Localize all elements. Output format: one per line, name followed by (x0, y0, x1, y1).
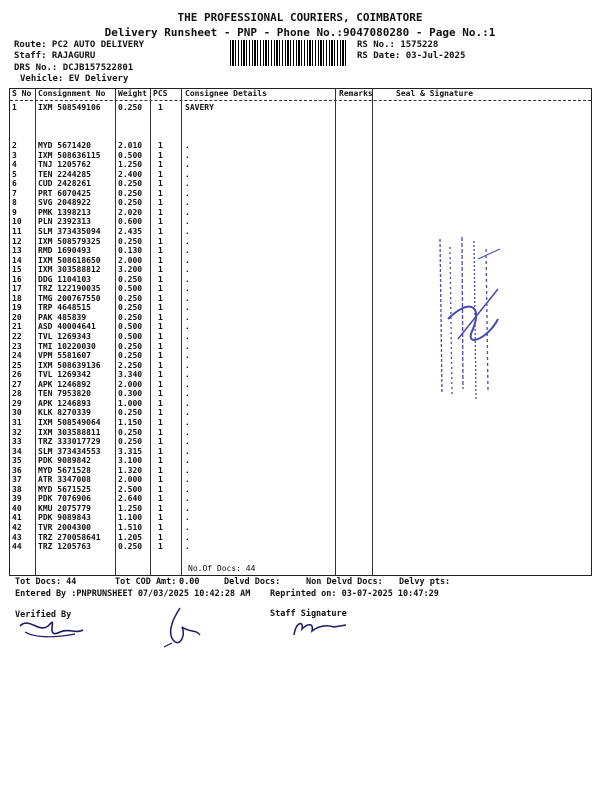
cell-consignee: . (185, 446, 190, 456)
cell-consignee: . (185, 284, 190, 294)
cell-weight: 0.300 (118, 389, 143, 399)
cell-sno: 6 (12, 179, 17, 189)
cell-consignee: . (185, 408, 190, 418)
runsheet-table (9, 88, 592, 576)
cell-consignment: PDK 9089842 (38, 456, 91, 466)
cell-weight: 0.500 (118, 322, 143, 332)
cell-consignee: . (185, 217, 190, 227)
col-header-remarks: Remarks (339, 89, 373, 98)
table-row (10, 533, 335, 543)
cell-pcs: 1 (158, 456, 163, 466)
cell-weight: 2.020 (118, 207, 143, 217)
cell-consignment: TRP 4648515 (38, 303, 91, 313)
cell-pcs: 1 (158, 332, 163, 341)
cell-weight: 0.250 (118, 542, 143, 552)
cell-consignee: . (185, 303, 190, 313)
cell-weight: 0.250 (118, 312, 143, 322)
cell-consignment: TMI 10220030 (38, 341, 96, 351)
cell-pcs: 1 (158, 103, 163, 112)
cell-weight: 0.250 (118, 198, 143, 208)
cell-consignee: . (185, 370, 190, 380)
cell-consignee: . (185, 360, 190, 370)
cell-consignment: CUD 2428261 (38, 179, 91, 189)
cell-consignment: RMD 1690493 (38, 246, 91, 256)
cell-consignee: . (185, 494, 190, 504)
cell-pcs: 1 (158, 169, 163, 179)
total-cod-value: 0.00 (179, 577, 200, 587)
cell-sno: 40 (12, 503, 22, 513)
cell-weight: 1.320 (118, 465, 143, 475)
cell-sno: 10 (12, 217, 22, 227)
cell-consignee: . (185, 351, 190, 361)
cell-sno: 19 (12, 303, 22, 313)
cell-consignment: IXM 508579325 (38, 236, 101, 246)
cell-consignee: . (185, 456, 190, 466)
cell-sno: 33 (12, 437, 22, 447)
cell-weight: 0.250 (118, 408, 143, 418)
company-title: THE PROFESSIONAL COURIERS, COIMBATORE (177, 11, 423, 24)
cell-weight: 0.600 (118, 217, 143, 227)
cell-consignee: . (185, 322, 190, 332)
staff-signature-label: Staff Signature (270, 609, 347, 619)
cell-pcs: 1 (158, 255, 163, 265)
cell-consignment: KMU 2075779 (38, 503, 91, 513)
cell-consignment: TEN 7953820 (38, 389, 91, 399)
vehicle-text: Vehicle: EV Delivery (20, 74, 129, 84)
cell-pcs: 1 (158, 150, 163, 160)
cell-sno: 4 (12, 160, 17, 170)
table-row (10, 170, 335, 180)
reprinted-on: Reprinted on: 03-07-2025 10:47:29 (270, 589, 439, 599)
cell-consignment: PRT 6070425 (38, 188, 91, 198)
rs-number: RS No.: 1575228 (357, 40, 439, 50)
verifier-signature (15, 612, 85, 642)
table-row (10, 513, 335, 523)
total-docs: Tot Docs: 44 (15, 577, 77, 587)
table-row (10, 103, 335, 113)
table-row (10, 189, 335, 199)
cell-sno: 39 (12, 494, 22, 504)
cell-sno: 8 (12, 198, 17, 208)
cell-pcs: 1 (158, 523, 163, 532)
cell-consignee: . (185, 389, 190, 399)
cell-weight: 1.205 (118, 532, 143, 542)
cell-consignment: TRZ 270058641 (38, 532, 101, 542)
cell-sno: 11 (12, 226, 22, 236)
table-row (10, 217, 335, 227)
cell-sno: 34 (12, 446, 22, 456)
cell-sno: 14 (12, 255, 22, 265)
cell-weight: 3.315 (118, 446, 143, 456)
cell-consignee: . (185, 341, 190, 351)
cell-sno: 31 (12, 417, 22, 427)
no-of-docs: No.Of Docs: 44 (188, 564, 256, 573)
table-row (10, 542, 335, 552)
table-row (10, 456, 335, 466)
cell-pcs: 1 (158, 188, 163, 198)
cell-pcs: 1 (158, 141, 163, 150)
cell-pcs: 1 (158, 179, 163, 189)
cell-sno: 16 (12, 274, 22, 284)
delivery-points: Delvy pts: (399, 577, 451, 587)
cell-consignee: . (185, 274, 190, 284)
table-row (10, 179, 335, 189)
cell-weight: 0.250 (118, 274, 143, 284)
cell-pcs: 1 (158, 370, 163, 380)
cell-consignee: . (185, 179, 190, 189)
table-row (10, 447, 335, 457)
runsheet-title: Delivery Runsheet - PNP - Phone No.:9047080280 - Page No.:1 (104, 26, 496, 39)
cell-pcs: 1 (158, 437, 163, 447)
cell-consignment: TRZ 1205763 (38, 542, 91, 552)
cell-sno: 37 (12, 475, 22, 485)
table-row (10, 256, 335, 266)
cell-consignee: . (185, 379, 190, 389)
cell-consignee: . (185, 293, 190, 303)
cell-sno: 12 (12, 236, 22, 246)
cell-pcs: 1 (158, 274, 163, 284)
cell-weight: 0.500 (118, 150, 143, 160)
cell-weight: 0.500 (118, 332, 143, 341)
cell-weight: 3.100 (118, 456, 143, 466)
staff-text: Staff: RAJAGURU (14, 51, 96, 61)
cell-consignee: . (185, 312, 190, 322)
cell-weight: 0.250 (118, 341, 143, 351)
cell-weight: 0.250 (118, 293, 143, 303)
table-row (10, 428, 335, 438)
table-row (10, 294, 335, 304)
verified-by-label: Verified By (15, 610, 72, 620)
cell-pcs: 1 (158, 312, 163, 322)
cell-weight: 1.100 (118, 513, 143, 523)
table-row (10, 437, 335, 447)
total-cod-label: Tot COD Amt: (115, 577, 177, 587)
cell-weight: 2.250 (118, 360, 143, 370)
cell-sno: 18 (12, 293, 22, 303)
cell-sno: 25 (12, 360, 22, 370)
cell-consignee: . (185, 226, 190, 236)
cell-pcs: 1 (158, 198, 163, 208)
cell-pcs: 1 (158, 389, 163, 399)
cell-consignment: SVG 2048922 (38, 198, 91, 208)
cell-pcs: 1 (158, 417, 163, 427)
cell-sno: 42 (12, 523, 22, 532)
cell-sno: 17 (12, 284, 22, 294)
cell-consignment: TVR 2004300 (38, 523, 91, 532)
cell-pcs: 1 (158, 217, 163, 227)
cell-weight: 2.000 (118, 255, 143, 265)
barcode-image (230, 40, 348, 66)
cell-weight: 3.200 (118, 265, 143, 275)
cell-consignee: . (185, 332, 190, 341)
cell-consignee: . (185, 437, 190, 447)
cell-consignee: . (185, 513, 190, 523)
cell-sno: 15 (12, 265, 22, 275)
cell-consignment: IXM 508549064 (38, 417, 101, 427)
cell-weight: 0.250 (118, 179, 143, 189)
cell-consignee: . (185, 503, 190, 513)
cell-consignment: TRZ 333017729 (38, 437, 101, 447)
table-row (10, 342, 335, 352)
table-row (10, 265, 335, 275)
cell-sno: 26 (12, 370, 22, 380)
cell-pcs: 1 (158, 360, 163, 370)
cell-weight: 0.250 (118, 188, 143, 198)
cell-consignment: TRZ 122190035 (38, 284, 101, 294)
cell-consignee: . (185, 542, 190, 552)
cell-consignment: IXM 508618650 (38, 255, 101, 265)
cell-sno: 38 (12, 484, 22, 494)
cell-sno: 1 (12, 103, 17, 112)
cell-weight: 2.435 (118, 226, 143, 236)
cell-weight: 2.000 (118, 475, 143, 485)
delivered-docs: Delvd Docs: (224, 577, 281, 587)
cell-weight: 0.250 (118, 303, 143, 313)
cell-weight: 1.150 (118, 417, 143, 427)
cell-consignee: . (185, 532, 190, 542)
cell-sno: 20 (12, 312, 22, 322)
cell-consignment: IXM 508549106 (38, 103, 101, 112)
cell-consignment: MYD 5671420 (38, 141, 91, 150)
col-header-seal-signature: Seal & Signature (396, 89, 474, 98)
cell-weight: 2.500 (118, 484, 143, 494)
cell-sno: 35 (12, 456, 22, 466)
cell-consignee: . (185, 150, 190, 160)
cell-weight: 2.000 (118, 379, 143, 389)
cell-pcs: 1 (158, 408, 163, 418)
table-row (10, 494, 335, 504)
cell-consignment: SLM 373435094 (38, 226, 101, 236)
cell-sno: 2 (12, 141, 17, 150)
cell-consignment: VPM 5581607 (38, 351, 91, 361)
col-header-consignment: Consignment No (38, 89, 106, 98)
table-row (10, 151, 335, 161)
cell-sno: 24 (12, 351, 22, 361)
cell-weight: 0.250 (118, 437, 143, 447)
table-row (10, 351, 335, 361)
cell-pcs: 1 (158, 226, 163, 236)
cell-sno: 3 (12, 150, 17, 160)
cell-weight: 2.010 (118, 141, 143, 150)
table-row (10, 504, 335, 514)
cell-sno: 27 (12, 379, 22, 389)
cell-sno: 23 (12, 341, 22, 351)
col-header-pcs: PCS (153, 89, 168, 98)
table-row (10, 237, 335, 247)
cell-consignee: . (185, 169, 190, 179)
cell-consignment: DDG 1104103 (38, 274, 91, 284)
table-row (10, 284, 335, 294)
cell-pcs: 1 (158, 379, 163, 389)
cell-consignee: . (185, 265, 190, 275)
cell-weight: 1.250 (118, 503, 143, 513)
table-row (10, 208, 335, 218)
cell-sno: 21 (12, 322, 22, 332)
cell-pcs: 1 (158, 513, 163, 523)
cell-weight: 0.130 (118, 246, 143, 256)
cell-sno: 30 (12, 408, 22, 418)
cell-sno: 41 (12, 513, 22, 523)
cell-consignment: IXM 508639136 (38, 360, 101, 370)
col-header-sno: S No (12, 89, 32, 98)
cell-sno: 36 (12, 465, 22, 475)
cell-pcs: 1 (158, 351, 163, 361)
cell-consignment: PDK 9089843 (38, 513, 91, 523)
cell-pcs: 1 (158, 398, 163, 408)
table-row (10, 361, 335, 371)
cell-consignment: TVL 1269343 (38, 332, 91, 341)
cell-sno: 9 (12, 207, 17, 217)
cell-sno: 22 (12, 332, 22, 341)
cell-consignment: TVL 1269342 (38, 370, 91, 380)
cell-consignment: PAK 485839 (38, 312, 87, 322)
cell-consignment: MYD 5671525 (38, 484, 91, 494)
table-row (10, 408, 335, 418)
table-row (10, 523, 335, 533)
cell-consignee: . (185, 188, 190, 198)
cell-pcs: 1 (158, 293, 163, 303)
cell-sno: 7 (12, 188, 17, 198)
cell-pcs: 1 (158, 207, 163, 217)
cell-consignment: IXM 303588812 (38, 265, 101, 275)
table-row (10, 380, 335, 390)
delivery-stamp (428, 229, 508, 404)
cell-consignee: . (185, 255, 190, 265)
cell-consignee: . (185, 246, 190, 256)
table-row (10, 418, 335, 428)
table-row (10, 246, 335, 256)
supervisor-signature (160, 605, 205, 650)
cell-weight: 2.640 (118, 494, 143, 504)
table-row (10, 160, 335, 170)
cell-pcs: 1 (158, 427, 163, 437)
table-row (10, 198, 335, 208)
staff-signature (290, 617, 350, 639)
cell-consignment: ASD 40004641 (38, 322, 96, 332)
cell-pcs: 1 (158, 446, 163, 456)
entered-by: Entered By :PNPRUNSHEET 07/03/2025 10:42:28 AM (15, 589, 251, 599)
cell-consignment: PMK 1398213 (38, 207, 91, 217)
non-delivered-docs: Non Delvd Docs: (306, 577, 383, 587)
cell-weight: 0.250 (118, 427, 143, 437)
cell-consignee: . (185, 475, 190, 485)
cell-consignee: . (185, 141, 190, 150)
cell-weight: 2.400 (118, 169, 143, 179)
cell-pcs: 1 (158, 236, 163, 246)
table-row (10, 313, 335, 323)
cell-consignment: PDK 7076906 (38, 494, 91, 504)
cell-consignee: . (185, 160, 190, 170)
cell-consignee: . (185, 417, 190, 427)
cell-consignment: MYD 5671528 (38, 465, 91, 475)
cell-weight: 0.250 (118, 103, 143, 112)
cell-weight: 1.510 (118, 523, 143, 532)
table-row (10, 332, 335, 342)
cell-weight: 1.000 (118, 398, 143, 408)
cell-pcs: 1 (158, 160, 163, 170)
table-row (10, 275, 335, 285)
cell-sno: 43 (12, 532, 22, 542)
table-row (10, 322, 335, 332)
cell-pcs: 1 (158, 303, 163, 313)
cell-weight: 0.250 (118, 236, 143, 246)
cell-consignee: . (185, 427, 190, 437)
cell-consignee: . (185, 198, 190, 208)
cell-pcs: 1 (158, 465, 163, 475)
drs-number: DRS No.: DCJB157522801 (14, 63, 134, 73)
cell-consignee: SAVERY (185, 103, 214, 112)
cell-sno: 29 (12, 398, 22, 408)
cell-weight: 0.250 (118, 351, 143, 361)
cell-consignment: TMG 200767550 (38, 293, 101, 303)
cell-consignment: SLM 373434553 (38, 446, 101, 456)
cell-sno: 28 (12, 389, 22, 399)
cell-sno: 32 (12, 427, 22, 437)
col-header-consignee: Consignee Details (185, 89, 267, 98)
cell-weight: 3.340 (118, 370, 143, 380)
table-row (10, 389, 335, 399)
cell-consignment: TEN 2244285 (38, 169, 91, 179)
cell-sno: 5 (12, 169, 17, 179)
cell-pcs: 1 (158, 322, 163, 332)
cell-sno: 13 (12, 246, 22, 256)
cell-consignee: . (185, 207, 190, 217)
cell-consignment: KLK 8270339 (38, 408, 91, 418)
table-row (10, 466, 335, 476)
table-row (10, 475, 335, 485)
cell-consignment: ATR 3347008 (38, 475, 91, 485)
cell-pcs: 1 (158, 542, 163, 552)
cell-consignment: APK 1246892 (38, 379, 91, 389)
cell-consignee: . (185, 523, 190, 532)
cell-consignment: PLN 2392313 (38, 217, 91, 227)
cell-pcs: 1 (158, 341, 163, 351)
table-row (10, 141, 335, 151)
cell-pcs: 1 (158, 475, 163, 485)
cell-pcs: 1 (158, 284, 163, 294)
cell-pcs: 1 (158, 494, 163, 504)
table-row (10, 399, 335, 409)
cell-consignee: . (185, 465, 190, 475)
cell-pcs: 1 (158, 503, 163, 513)
cell-consignee: . (185, 398, 190, 408)
cell-sno: 44 (12, 542, 22, 552)
cell-weight: 1.250 (118, 160, 143, 170)
table-row (10, 485, 335, 495)
cell-pcs: 1 (158, 265, 163, 275)
table-row (10, 303, 335, 313)
table-row (10, 227, 335, 237)
cell-consignment: IXM 508636115 (38, 150, 101, 160)
cell-consignment: APK 1246893 (38, 398, 91, 408)
col-header-weight: Weight (118, 89, 147, 98)
cell-consignee: . (185, 236, 190, 246)
route-text: Route: PC2 AUTO DELIVERY (14, 40, 145, 50)
table-row (10, 370, 335, 380)
rs-date: RS Date: 03-Jul-2025 (357, 51, 466, 61)
cell-weight: 0.500 (118, 284, 143, 294)
cell-consignment: IXM 303588811 (38, 427, 101, 437)
cell-consignee: . (185, 484, 190, 494)
cell-pcs: 1 (158, 532, 163, 542)
cell-pcs: 1 (158, 484, 163, 494)
cell-pcs: 1 (158, 246, 163, 256)
cell-consignment: TNJ 1205762 (38, 160, 91, 170)
